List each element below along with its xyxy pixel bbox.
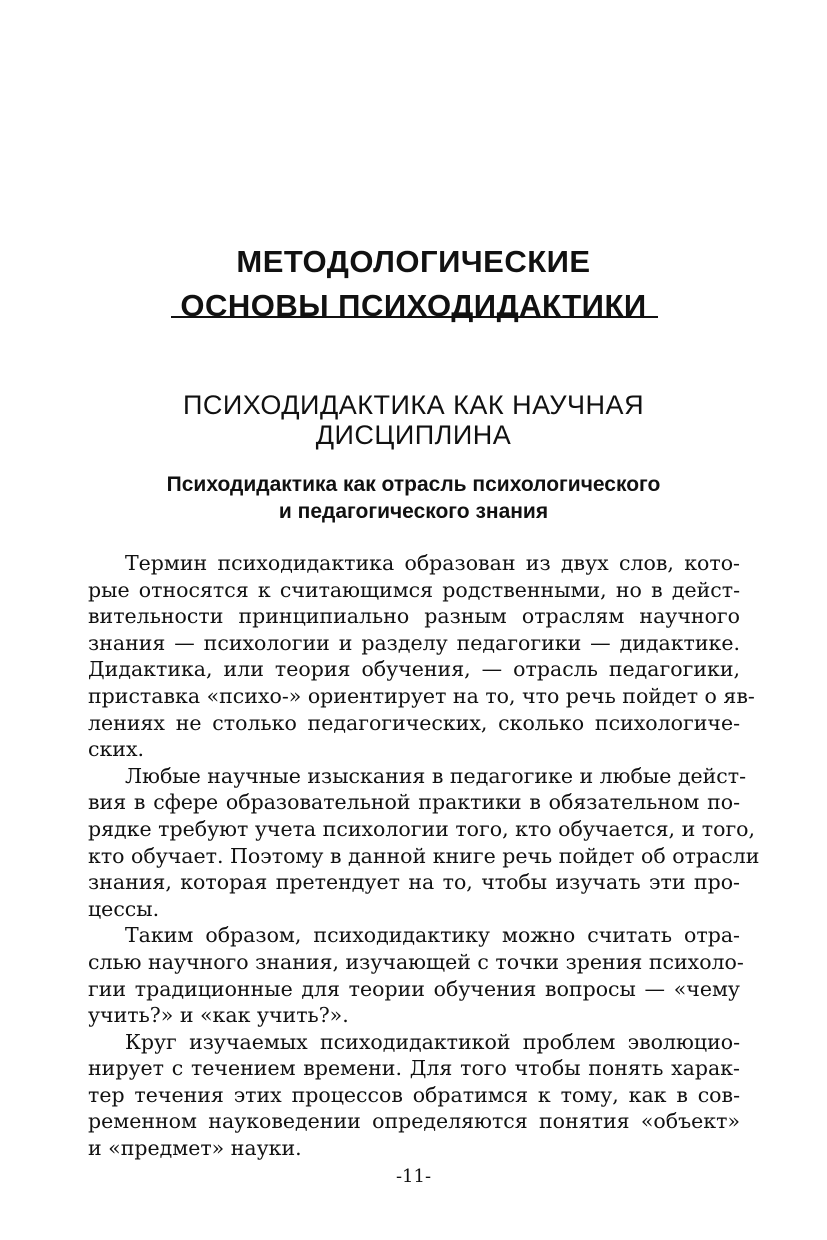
text-line: Дидактика, или теория обучения, — отрасль педагогики, [88,657,740,682]
chapter-title-line: ОСНОВЫ ПСИХОДИДАКТИКИ [180,288,647,323]
text-line: рые относятся к считающимся родственными, но в дейст- [88,577,740,602]
text-line: лениях не столько педагогических, сколько психологиче- [88,710,740,735]
text-line: вительности принципиально разным отраслям научного [88,604,740,629]
text-line: нирует с течением времени. Для того чтобы понять харак- [88,1056,740,1081]
text-line: и «предмет» науки. [88,1136,302,1161]
text-line: Термин психодидактика образован из двух слов, кото- [125,551,740,575]
text-line: знания, которая претендует на то, чтобы изучать эти про- [88,870,740,895]
section-title [0,390,827,450]
subsection-title-line: Психодидактика как отрасль психологического [166,473,661,496]
chapter-title [0,240,827,328]
subsection-title [0,471,827,525]
title-underline-rule [171,316,658,318]
text-line: цессы. [88,896,160,921]
text-line: приставка «психо-» ориентирует на то, что речь пойдет о яв- [88,683,755,708]
text-line: слью научного знания, изучающей с точки зрения психоло- [88,949,744,974]
section-title-line: ПСИХОДИДАКТИКА КАК НАУЧНАЯ [182,390,645,420]
text-line: кто обучает. Поэтому в данной книге речь пойдет об отрасли [88,843,760,868]
text-line: тер течения этих процессов обратимся к тому, как в сов- [88,1082,740,1107]
paragraph [88,1029,740,1162]
text-line: гии традиционные для теории обучения вопросы — «чему [88,976,740,1001]
subsection-title-line: и педагогического знания [278,500,549,523]
text-line: учить?» и «как учить?». [88,1003,349,1028]
text-line: вия в сфере образовательной практики в обязательном по- [88,790,740,815]
text-line: ременном науковедении определяются понятия «объект» [88,1109,740,1134]
page-number: -11- [395,1166,432,1187]
paragraph [88,922,744,1028]
text-line: Любые научные изыскания в педагогике и любые дейст- [125,763,747,788]
text-line: ских. [88,737,145,762]
section-title-line: ДИСЦИПЛИНА [315,420,512,450]
paragraph [88,763,760,923]
paragraph [88,550,755,763]
text-line: рядке требуют учета психологии того, кто обучается, и того, [88,816,756,841]
text-line: Круг изучаемых психодидактикой проблем эволюцио- [125,1029,740,1054]
chapter-title-line: МЕТОДОЛОГИЧЕСКИЕ [236,244,591,279]
text-line: Таким образом, психодидактику можно считать отра- [125,923,740,948]
text-line: знания — психологии и разделу педагогики — дидактике. [88,630,740,655]
body-text [88,550,760,1162]
